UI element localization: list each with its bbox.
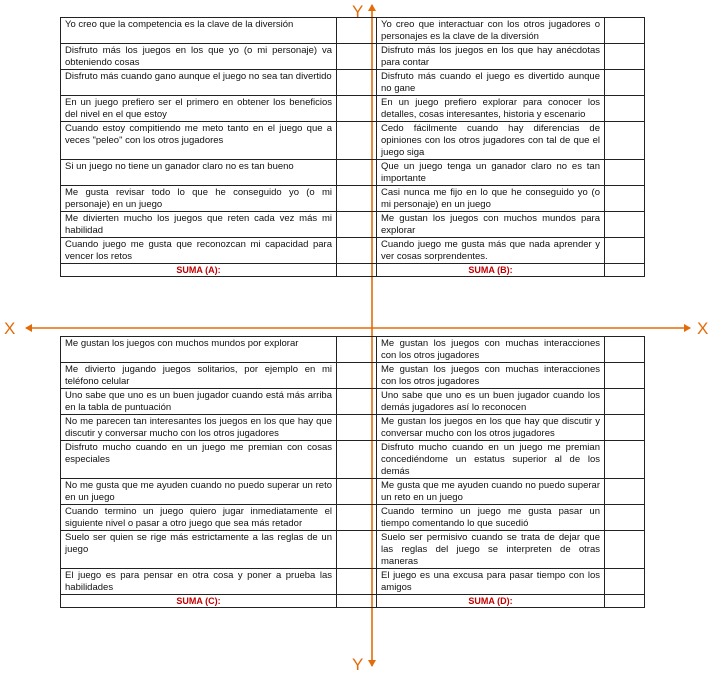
- table-row: [61, 337, 645, 363]
- score-cell-left[interactable]: [337, 389, 377, 415]
- table-row: [61, 389, 645, 415]
- sum-value-left[interactable]: [337, 264, 377, 277]
- sum-value-left[interactable]: [337, 595, 377, 608]
- score-cell-left[interactable]: [337, 44, 377, 70]
- sum-row: [61, 264, 645, 277]
- statement-left: Cuando juego me gusta que reconozcan mi capacidad para vencer los retos: [61, 238, 337, 264]
- score-cell-left[interactable]: [337, 441, 377, 479]
- score-cell-right[interactable]: [605, 569, 645, 595]
- statement-right: Disfruto más cuando el juego es divertido aunque no gane: [377, 70, 605, 96]
- statement-right: Disfruto mucho cuando en un juego me premian concediéndome un estatus superior al de los demás: [377, 441, 605, 479]
- sum-value-right[interactable]: [605, 595, 645, 608]
- statement-right: Me gustan los juegos con muchas interacciones con los otros jugadores: [377, 363, 605, 389]
- x-axis-label-left: X: [4, 319, 16, 338]
- score-cell-left[interactable]: [337, 415, 377, 441]
- statement-right: Me gustan los juegos con muchos mundos para explorar: [377, 212, 605, 238]
- score-cell-right[interactable]: [605, 212, 645, 238]
- statement-right: Yo creo que interactuar con los otros jugadores o personajes es la clave de la diversión: [377, 18, 605, 44]
- statement-left: Disfruto más cuando gano aunque el juego no sea tan divertido: [61, 70, 337, 96]
- statement-right: Disfruto más los juegos en los que hay anécdotas para contar: [377, 44, 605, 70]
- sum-label-left: SUMA (C):: [61, 595, 337, 608]
- statement-right: Me gustan los juegos con muchas interacciones con los otros jugadores: [377, 337, 605, 363]
- sum-label-right: SUMA (D):: [377, 595, 605, 608]
- statement-left: Yo creo que la competencia es la clave de la diversión: [61, 18, 337, 44]
- score-cell-left[interactable]: [337, 479, 377, 505]
- statement-right: Casi nunca me fijo en lo que he conseguido yo (o mi personaje) en un juego: [377, 186, 605, 212]
- table-row: [61, 160, 645, 186]
- statement-left: Suelo ser quien se rige más estrictamente a las reglas de un juego: [61, 531, 337, 569]
- table-row: [61, 363, 645, 389]
- sum-label-left: SUMA (A):: [61, 264, 337, 277]
- score-cell-right[interactable]: [605, 96, 645, 122]
- statement-left: Si un juego no tiene un ganador claro no es tan bueno: [61, 160, 337, 186]
- score-cell-right[interactable]: [605, 441, 645, 479]
- statement-right: Me gusta que me ayuden cuando no puedo superar un reto en un juego: [377, 479, 605, 505]
- table-row: [61, 122, 645, 160]
- table-row: [61, 18, 645, 44]
- sum-row: [61, 595, 645, 608]
- statement-left: Me gustan los juegos con muchos mundos por explorar: [61, 337, 337, 363]
- statement-right: Que un juego tenga un ganador claro no es tan importante: [377, 160, 605, 186]
- table-row: [61, 505, 645, 531]
- score-cell-right[interactable]: [605, 479, 645, 505]
- questionnaire-table-bottom: [60, 336, 645, 608]
- score-cell-right[interactable]: [605, 363, 645, 389]
- score-cell-right[interactable]: [605, 44, 645, 70]
- table-row: [61, 186, 645, 212]
- statement-right: Suelo ser permisivo cuando se trata de dejar que las reglas del juego se interpreten de otras maneras: [377, 531, 605, 569]
- questionnaire-table-top: [60, 17, 645, 277]
- score-cell-right[interactable]: [605, 238, 645, 264]
- table-row: [61, 569, 645, 595]
- score-cell-left[interactable]: [337, 70, 377, 96]
- statement-left: En un juego prefiero ser el primero en obtener los beneficios del nivel en el que estoy: [61, 96, 337, 122]
- score-cell-right[interactable]: [605, 18, 645, 44]
- table-row: [61, 479, 645, 505]
- score-cell-left[interactable]: [337, 337, 377, 363]
- table-row: [61, 70, 645, 96]
- statement-right: Cedo fácilmente cuando hay diferencias de opiniones con los otros jugadores con tal de que el juego siga: [377, 122, 605, 160]
- statement-right: Cuando termino un juego me gusta pasar un tiempo comentando lo que sucedió: [377, 505, 605, 531]
- statement-right: El juego es una excusa para pasar tiempo con los amigos: [377, 569, 605, 595]
- statement-right: En un juego prefiero explorar para conocer los detalles, cosas interesantes, historia y escenario: [377, 96, 605, 122]
- score-cell-left[interactable]: [337, 18, 377, 44]
- table-row: [61, 531, 645, 569]
- table-row: [61, 415, 645, 441]
- score-cell-left[interactable]: [337, 505, 377, 531]
- score-cell-left[interactable]: [337, 238, 377, 264]
- score-cell-left[interactable]: [337, 569, 377, 595]
- score-cell-left[interactable]: [337, 160, 377, 186]
- statement-left: Me divierten mucho los juegos que reten cada vez más mi habilidad: [61, 212, 337, 238]
- statement-left: Me gusta revisar todo lo que he conseguido yo (o mi personaje) en un juego: [61, 186, 337, 212]
- score-cell-right[interactable]: [605, 186, 645, 212]
- sum-label-right: SUMA (B):: [377, 264, 605, 277]
- statement-left: Me divierto jugando juegos solitarios, por ejemplo en mi teléfono celular: [61, 363, 337, 389]
- table-row: [61, 238, 645, 264]
- score-cell-left[interactable]: [337, 96, 377, 122]
- statement-left: No me parecen tan interesantes los juegos en los que hay que discutir y conversar mucho con los otros jugadores: [61, 415, 337, 441]
- score-cell-right[interactable]: [605, 122, 645, 160]
- score-cell-left[interactable]: [337, 531, 377, 569]
- score-cell-right[interactable]: [605, 415, 645, 441]
- statement-left: Uno sabe que uno es un buen jugador cuando está más arriba en la tabla de puntuación: [61, 389, 337, 415]
- statement-left: Cuando estoy compitiendo me meto tanto en el juego que a veces "peleo" con los otros jugadores: [61, 122, 337, 160]
- score-cell-left[interactable]: [337, 212, 377, 238]
- table-row: [61, 212, 645, 238]
- statement-right: Me gustan los juegos en los que hay que discutir y conversar mucho con los otros jugadores: [377, 415, 605, 441]
- score-cell-right[interactable]: [605, 337, 645, 363]
- score-cell-right[interactable]: [605, 160, 645, 186]
- statement-left: Disfruto mucho cuando en un juego me premian con cosas especiales: [61, 441, 337, 479]
- statement-left: No me gusta que me ayuden cuando no puedo superar un reto en un juego: [61, 479, 337, 505]
- statement-left: Disfruto más los juegos en los que yo (o mi personaje) va obteniendo cosas: [61, 44, 337, 70]
- table-row: [61, 44, 645, 70]
- sum-value-right[interactable]: [605, 264, 645, 277]
- score-cell-left[interactable]: [337, 186, 377, 212]
- score-cell-right[interactable]: [605, 70, 645, 96]
- y-axis-label-bottom: Y: [352, 655, 364, 674]
- statement-left: Cuando termino un juego quiero jugar inmediatamente el siguiente nivel o pasar a otro juego que sea más retador: [61, 505, 337, 531]
- x-axis-label-right: X: [697, 319, 709, 338]
- score-cell-right[interactable]: [605, 531, 645, 569]
- statement-right: Uno sabe que uno es un buen jugador cuando los demás jugadores así lo reconocen: [377, 389, 605, 415]
- y-axis-label-top: Y: [352, 2, 364, 21]
- statement-right: Cuando juego me gusta más que nada aprender y ver cosas sorprendentes.: [377, 238, 605, 264]
- statement-left: El juego es para pensar en otra cosa y poner a prueba las habilidades: [61, 569, 337, 595]
- table-row: [61, 96, 645, 122]
- score-cell-right[interactable]: [605, 505, 645, 531]
- score-cell-right[interactable]: [605, 389, 645, 415]
- score-cell-left[interactable]: [337, 363, 377, 389]
- table-row: [61, 441, 645, 479]
- score-cell-left[interactable]: [337, 122, 377, 160]
